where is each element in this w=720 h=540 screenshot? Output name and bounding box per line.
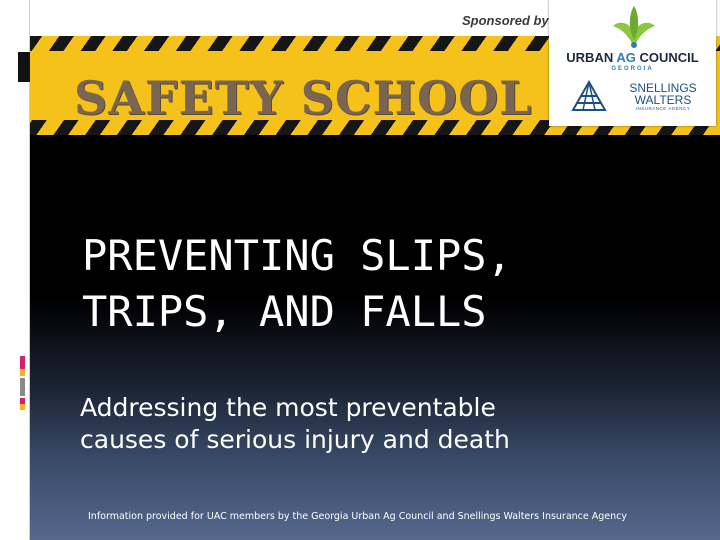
- uac-logo-subtitle: GEORGIA: [611, 66, 654, 72]
- accent-bar-yellow-1: [20, 369, 25, 376]
- uac-leaf-logo-icon: [609, 4, 659, 50]
- footer-attribution: Information provided for UAC members by the Georgia Urban Ag Council and Snellings Walters Insurance Agency: [88, 511, 628, 522]
- uac-name-accent: AG: [616, 50, 636, 65]
- sponsor-logos-box: [549, 0, 716, 126]
- uac-name-part1: URBAN: [566, 50, 617, 65]
- slide-subtitle-line-2: causes of serious injury and death: [80, 425, 510, 454]
- banner-title: SAFETY SCHOOL: [74, 71, 533, 125]
- snellings-walters-pyramid-icon: [571, 80, 607, 114]
- slide-title-line-2: TRIPS, AND FALLS: [82, 287, 487, 336]
- sponsored-by-label: Sponsored by: [462, 13, 549, 28]
- sw-line-1: SNELLINGS: [629, 81, 697, 95]
- margin-dark-block: [18, 52, 30, 82]
- accent-bar-yellow-2: [20, 404, 25, 410]
- slide-subtitle-line-1: Addressing the most preventable: [80, 393, 496, 422]
- slide-title-line-1: PREVENTING SLIPS,: [82, 231, 512, 280]
- snellings-walters-logo-text: [613, 82, 713, 112]
- accent-bar-pink-1: [20, 356, 25, 369]
- uac-name-part2: COUNCIL: [635, 50, 699, 65]
- uac-logo-text: [549, 50, 716, 65]
- slide-subtitle: [80, 392, 510, 456]
- sw-line-2: WALTERS: [634, 93, 692, 107]
- accent-bar-gray: [20, 378, 25, 396]
- slide-title: [82, 228, 512, 340]
- sw-line-3: INSURANCE AGENCY: [635, 106, 691, 111]
- title-slide: [30, 0, 720, 540]
